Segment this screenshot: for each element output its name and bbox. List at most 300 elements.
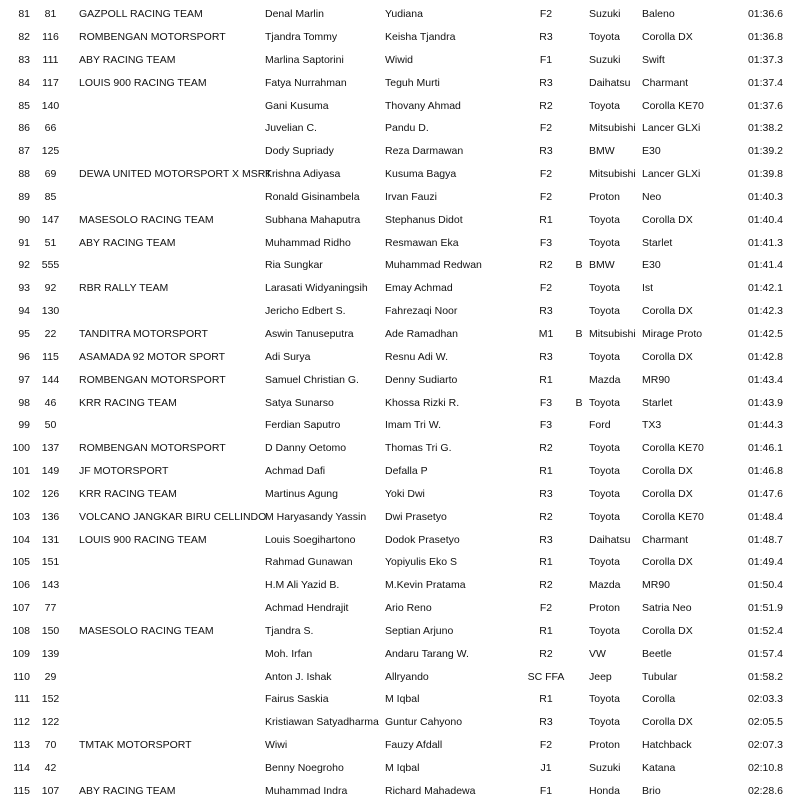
- model-cell: Swift: [642, 53, 665, 66]
- car-number-cell: 130: [41, 305, 60, 318]
- driver-cell: Ferdian Saputro: [265, 419, 341, 432]
- table-row: [0, 254, 789, 277]
- car-number-cell: 51: [44, 236, 57, 249]
- model-cell: Brio: [642, 784, 661, 797]
- brand-cell: Toyota: [589, 305, 620, 318]
- table-row: [0, 506, 789, 529]
- car-number-cell: 66: [44, 122, 57, 135]
- time-cell: 02:28.6: [747, 784, 783, 797]
- brand-cell: Toyota: [589, 31, 620, 44]
- table-row: [0, 460, 789, 483]
- model-cell: Ist: [642, 282, 654, 295]
- flag-cell: [569, 528, 589, 551]
- flag-cell: [569, 140, 589, 163]
- driver-cell: Achmad Hendrajit: [265, 602, 349, 615]
- team-cell: [67, 643, 265, 666]
- table-row: [0, 117, 789, 140]
- table-row: [0, 300, 789, 323]
- brand-cell: Toyota: [589, 510, 620, 523]
- class-cell: F3: [539, 396, 553, 409]
- brand-cell: Toyota: [589, 556, 620, 569]
- position-cell: 114: [13, 762, 30, 775]
- driver-cell: Benny Noegroho: [265, 762, 344, 775]
- car-number-cell: 149: [41, 465, 60, 478]
- class-cell: F2: [539, 190, 553, 203]
- car-number-cell: 77: [44, 602, 57, 615]
- class-cell: F2: [539, 602, 553, 615]
- codriver-cell: Richard Mahadewa: [385, 784, 476, 797]
- codriver-cell: Dodok Prasetyo: [385, 533, 460, 546]
- table-row: [0, 483, 789, 506]
- car-number-cell: 151: [41, 556, 60, 569]
- table-row: [0, 414, 789, 437]
- codriver-cell: Pandu D.: [385, 122, 429, 135]
- codriver-cell: Dwi Prasetyo: [385, 510, 447, 523]
- flag-cell: [569, 597, 589, 620]
- position-cell: 103: [12, 510, 30, 523]
- codriver-cell: Keisha Tjandra: [385, 31, 456, 44]
- codriver-cell: Stephanus Didot: [385, 213, 463, 226]
- brand-cell: Mazda: [589, 579, 621, 592]
- results-table: [0, 3, 789, 803]
- codriver-cell: Septian Arjuno: [385, 624, 454, 637]
- flag-cell: [569, 72, 589, 95]
- codriver-cell: Resnu Adi W.: [385, 350, 449, 363]
- flag-cell: [569, 49, 589, 72]
- table-row: [0, 665, 789, 688]
- time-cell: 01:48.4: [747, 510, 783, 523]
- car-number-cell: 152: [41, 693, 60, 706]
- team-cell: LOUIS 900 RACING TEAM: [79, 533, 207, 546]
- car-number-cell: 46: [44, 396, 57, 409]
- brand-cell: Daihatsu: [589, 76, 631, 89]
- time-cell: 01:40.3: [747, 190, 783, 203]
- team-cell: TANDITRA MOTORSPORT: [79, 327, 208, 340]
- brand-cell: BMW: [589, 145, 615, 158]
- time-cell: 01:39.8: [747, 168, 783, 181]
- codriver-cell: Ade Ramadhan: [385, 327, 458, 340]
- model-cell: E30: [642, 145, 661, 158]
- car-number-cell: 143: [41, 579, 60, 592]
- brand-cell: Jeep: [589, 670, 612, 683]
- codriver-cell: Allryando: [385, 670, 429, 683]
- car-number-cell: 85: [44, 190, 57, 203]
- driver-cell: Adi Surya: [265, 350, 311, 363]
- flag-cell: [569, 643, 589, 666]
- brand-cell: Daihatsu: [589, 533, 631, 546]
- driver-cell: Tjandra S.: [265, 624, 314, 637]
- position-cell: 93: [18, 282, 30, 295]
- team-cell: [67, 597, 265, 620]
- team-cell: LOUIS 900 RACING TEAM: [79, 76, 207, 89]
- codriver-cell: Teguh Murti: [385, 76, 440, 89]
- codriver-cell: Yudiana: [385, 8, 423, 21]
- position-cell: 107: [12, 602, 30, 615]
- position-cell: 110: [13, 670, 30, 683]
- model-cell: Charmant: [642, 533, 689, 546]
- time-cell: 01:42.8: [747, 350, 783, 363]
- time-cell: 01:41.4: [747, 259, 783, 272]
- time-cell: 01:43.9: [747, 396, 783, 409]
- model-cell: Starlet: [642, 396, 673, 409]
- driver-cell: Wiwi: [265, 739, 288, 752]
- flag-cell: [569, 117, 589, 140]
- table-row: [0, 26, 789, 49]
- car-number-cell: 69: [44, 168, 57, 181]
- time-cell: 02:03.3: [747, 693, 783, 706]
- model-cell: E30: [642, 259, 661, 272]
- position-cell: 81: [18, 8, 30, 21]
- flag-cell: B: [575, 327, 583, 340]
- class-cell: R1: [539, 465, 553, 478]
- codriver-cell: Irvan Fauzi: [385, 190, 437, 203]
- class-cell: R2: [539, 259, 553, 272]
- class-cell: M1: [538, 327, 554, 340]
- class-cell: R3: [539, 76, 553, 89]
- team-cell: [67, 186, 265, 209]
- brand-cell: Toyota: [589, 236, 620, 249]
- class-cell: F1: [539, 784, 553, 797]
- brand-cell: Toyota: [589, 442, 620, 455]
- brand-cell: VW: [589, 647, 606, 660]
- flag-cell: [569, 665, 589, 688]
- car-number-cell: 136: [41, 510, 60, 523]
- class-cell: R1: [539, 556, 553, 569]
- position-cell: 89: [18, 190, 30, 203]
- model-cell: TX3: [642, 419, 662, 432]
- team-cell: [67, 254, 265, 277]
- team-cell: ROMBENGAN MOTORSPORT: [79, 442, 226, 455]
- flag-cell: [569, 483, 589, 506]
- codriver-cell: Guntur Cahyono: [385, 716, 463, 729]
- codriver-cell: Imam Tri W.: [385, 419, 441, 432]
- brand-cell: Suzuki: [589, 762, 621, 775]
- table-row: [0, 277, 789, 300]
- class-cell: R1: [539, 693, 553, 706]
- car-number-cell: 122: [41, 716, 60, 729]
- car-number-cell: 70: [44, 739, 57, 752]
- flag-cell: [569, 94, 589, 117]
- class-cell: R3: [539, 350, 553, 363]
- team-cell: GAZPOLL RACING TEAM: [79, 8, 203, 21]
- table-row: [0, 163, 789, 186]
- team-cell: [67, 665, 265, 688]
- time-cell: 01:48.7: [747, 533, 783, 546]
- car-number-cell: 22: [44, 327, 57, 340]
- table-row: [0, 528, 789, 551]
- table-row: [0, 780, 789, 803]
- flag-cell: [569, 711, 589, 734]
- model-cell: Corolla DX: [642, 31, 693, 44]
- driver-cell: Satya Sunarso: [265, 396, 334, 409]
- time-cell: 01:58.2: [747, 670, 783, 683]
- codriver-cell: Fahrezaqi Noor: [385, 305, 458, 318]
- class-cell: F3: [539, 419, 553, 432]
- position-cell: 85: [18, 99, 30, 112]
- team-cell: [67, 688, 265, 711]
- model-cell: Beetle: [642, 647, 672, 660]
- time-cell: 01:37.6: [747, 99, 783, 112]
- codriver-cell: Ario Reno: [385, 602, 432, 615]
- flag-cell: B: [575, 259, 583, 272]
- brand-cell: Proton: [589, 739, 620, 752]
- time-cell: 01:52.4: [747, 624, 783, 637]
- car-number-cell: 116: [42, 31, 59, 44]
- class-cell: R2: [539, 510, 553, 523]
- class-cell: R2: [539, 442, 553, 455]
- team-cell: [67, 117, 265, 140]
- team-cell: ROMBENGAN MOTORSPORT: [79, 373, 226, 386]
- model-cell: Corolla DX: [642, 465, 693, 478]
- team-cell: [67, 140, 265, 163]
- time-cell: 01:38.2: [747, 122, 783, 135]
- driver-cell: Ria Sungkar: [265, 259, 323, 272]
- position-cell: 91: [18, 236, 30, 249]
- class-cell: R3: [539, 487, 553, 500]
- time-cell: 01:49.4: [747, 556, 783, 569]
- model-cell: Satria Neo: [642, 602, 692, 615]
- codriver-cell: Muhammad Redwan: [385, 259, 482, 272]
- team-cell: [67, 300, 265, 323]
- position-cell: 101: [12, 465, 30, 478]
- team-cell: RBR RALLY TEAM: [79, 282, 169, 295]
- model-cell: Corolla DX: [642, 624, 693, 637]
- position-cell: 100: [12, 442, 30, 455]
- model-cell: Neo: [642, 190, 662, 203]
- driver-cell: Anton J. Ishak: [265, 670, 332, 683]
- codriver-cell: Khossa Rizki R.: [385, 396, 460, 409]
- class-cell: F2: [539, 8, 553, 21]
- class-cell: R1: [539, 373, 553, 386]
- team-cell: KRR RACING TEAM: [79, 487, 177, 500]
- time-cell: 01:47.6: [747, 487, 783, 500]
- position-cell: 92: [18, 259, 30, 272]
- model-cell: Katana: [642, 762, 676, 775]
- codriver-cell: Reza Darmawan: [385, 145, 464, 158]
- time-cell: 02:07.3: [747, 739, 783, 752]
- team-cell: [67, 757, 265, 780]
- table-row: [0, 620, 789, 643]
- class-cell: F3: [539, 236, 553, 249]
- time-cell: 01:46.1: [747, 442, 783, 455]
- table-row: [0, 49, 789, 72]
- brand-cell: Proton: [589, 190, 620, 203]
- flag-cell: [569, 574, 589, 597]
- class-cell: R2: [539, 647, 553, 660]
- model-cell: Tubular: [642, 670, 678, 683]
- driver-cell: Moh. Irfan: [265, 647, 313, 660]
- brand-cell: BMW: [589, 259, 615, 272]
- model-cell: Hatchback: [642, 739, 692, 752]
- table-row: [0, 597, 789, 620]
- codriver-cell: Kusuma Bagya: [385, 168, 457, 181]
- table-row: [0, 231, 789, 254]
- driver-cell: D Danny Oetomo: [265, 442, 347, 455]
- team-cell: KRR RACING TEAM: [79, 396, 177, 409]
- class-cell: R3: [539, 533, 553, 546]
- position-cell: 115: [13, 784, 30, 797]
- position-cell: 109: [12, 647, 30, 660]
- flag-cell: [569, 3, 589, 26]
- team-cell: DEWA UNITED MOTORSPORT X MSRT: [79, 168, 272, 181]
- class-cell: J1: [540, 762, 552, 775]
- brand-cell: Mitsubishi: [589, 122, 636, 135]
- position-cell: 95: [18, 327, 30, 340]
- table-row: [0, 574, 789, 597]
- car-number-cell: 147: [41, 213, 60, 226]
- codriver-cell: Denny Sudiarto: [385, 373, 458, 386]
- model-cell: Baleno: [642, 8, 675, 21]
- team-cell: ASAMADA 92 MOTOR SPORT: [79, 350, 226, 363]
- table-row: [0, 140, 789, 163]
- car-number-cell: 555: [41, 259, 60, 272]
- driver-cell: Aswin Tanuseputra: [265, 327, 354, 340]
- driver-cell: Ronald Gisinambela: [265, 190, 360, 203]
- car-number-cell: 131: [41, 533, 60, 546]
- driver-cell: Dody Supriady: [265, 145, 334, 158]
- class-cell: R1: [539, 213, 553, 226]
- codriver-cell: Andaru Tarang W.: [385, 647, 469, 660]
- car-number-cell: 107: [41, 784, 60, 797]
- class-cell: R3: [539, 145, 553, 158]
- class-cell: R3: [539, 716, 553, 729]
- team-cell: MASESOLO RACING TEAM: [79, 624, 214, 637]
- codriver-cell: Yopiyulis Eko S: [385, 556, 457, 569]
- brand-cell: Toyota: [589, 213, 620, 226]
- model-cell: Corolla DX: [642, 350, 693, 363]
- class-cell: R2: [539, 579, 553, 592]
- position-cell: 97: [18, 373, 30, 386]
- table-row: [0, 551, 789, 574]
- table-row: [0, 72, 789, 95]
- codriver-cell: Defalla P: [385, 465, 428, 478]
- brand-cell: Toyota: [589, 693, 620, 706]
- brand-cell: Mazda: [589, 373, 621, 386]
- codriver-cell: Thovany Ahmad: [385, 99, 461, 112]
- position-cell: 104: [12, 533, 30, 546]
- position-cell: 87: [18, 145, 30, 158]
- model-cell: Corolla DX: [642, 556, 693, 569]
- brand-cell: Proton: [589, 602, 620, 615]
- codriver-cell: M.Kevin Pratama: [385, 579, 466, 592]
- driver-cell: Krishna Adiyasa: [265, 168, 341, 181]
- model-cell: Corolla DX: [642, 487, 693, 500]
- flag-cell: [569, 757, 589, 780]
- car-number-cell: 140: [41, 99, 60, 112]
- model-cell: Corolla KE70: [642, 442, 704, 455]
- driver-cell: Gani Kusuma: [265, 99, 329, 112]
- codriver-cell: M Iqbal: [385, 693, 420, 706]
- driver-cell: Martinus Agung: [265, 487, 338, 500]
- time-cell: 01:44.3: [747, 419, 783, 432]
- driver-cell: Muhammad Indra: [265, 784, 348, 797]
- codriver-cell: M Iqbal: [385, 762, 420, 775]
- time-cell: 01:42.5: [747, 327, 783, 340]
- brand-cell: Toyota: [589, 716, 620, 729]
- class-cell: R3: [539, 305, 553, 318]
- table-row: [0, 94, 789, 117]
- time-cell: 01:40.4: [747, 213, 783, 226]
- driver-cell: Denal Marlin: [265, 8, 324, 21]
- time-cell: 01:37.3: [747, 53, 783, 66]
- driver-cell: Louis Soegihartono: [265, 533, 356, 546]
- brand-cell: Toyota: [589, 465, 620, 478]
- model-cell: Mirage Proto: [642, 327, 703, 340]
- model-cell: Starlet: [642, 236, 673, 249]
- model-cell: Lancer GLXi: [642, 122, 701, 135]
- driver-cell: Fairus Saskia: [265, 693, 329, 706]
- team-cell: [67, 414, 265, 437]
- time-cell: 01:50.4: [747, 579, 783, 592]
- brand-cell: Toyota: [589, 624, 620, 637]
- brand-cell: Toyota: [589, 282, 620, 295]
- flag-cell: [569, 437, 589, 460]
- table-row: [0, 391, 789, 414]
- flag-cell: [569, 231, 589, 254]
- driver-cell: Achmad Dafi: [265, 465, 326, 478]
- model-cell: Corolla: [642, 693, 676, 706]
- flag-cell: B: [575, 396, 583, 409]
- car-number-cell: 137: [41, 442, 60, 455]
- time-cell: 02:10.8: [747, 762, 783, 775]
- model-cell: Corolla KE70: [642, 510, 704, 523]
- model-cell: MR90: [642, 373, 671, 386]
- driver-cell: Jericho Edbert S.: [265, 305, 346, 318]
- flag-cell: [569, 26, 589, 49]
- position-cell: 106: [12, 579, 30, 592]
- brand-cell: Toyota: [589, 487, 620, 500]
- table-row: [0, 437, 789, 460]
- flag-cell: [569, 369, 589, 392]
- flag-cell: [569, 209, 589, 232]
- flag-cell: [569, 506, 589, 529]
- flag-cell: [569, 277, 589, 300]
- brand-cell: Toyota: [589, 396, 620, 409]
- car-number-cell: 144: [41, 373, 60, 386]
- position-cell: 98: [18, 396, 30, 409]
- table-row: [0, 711, 789, 734]
- codriver-cell: Resmawan Eka: [385, 236, 459, 249]
- table-row: [0, 346, 789, 369]
- team-cell: ROMBENGAN MOTORSPORT: [79, 31, 226, 44]
- model-cell: Corolla DX: [642, 305, 693, 318]
- car-number-cell: 139: [41, 647, 60, 660]
- class-cell: F1: [539, 53, 553, 66]
- position-cell: 88: [18, 168, 30, 181]
- flag-cell: [569, 551, 589, 574]
- position-cell: 113: [13, 739, 30, 752]
- table-row: [0, 186, 789, 209]
- position-cell: 86: [18, 122, 30, 135]
- car-number-cell: 117: [42, 76, 59, 89]
- time-cell: 02:05.5: [747, 716, 783, 729]
- flag-cell: [569, 780, 589, 803]
- team-cell: MASESOLO RACING TEAM: [79, 213, 214, 226]
- time-cell: 01:41.3: [747, 236, 783, 249]
- class-cell: R3: [539, 31, 553, 44]
- time-cell: 01:36.8: [747, 31, 783, 44]
- class-cell: R1: [539, 624, 553, 637]
- flag-cell: [569, 688, 589, 711]
- position-cell: 102: [12, 487, 30, 500]
- model-cell: MR90: [642, 579, 671, 592]
- position-cell: 105: [12, 556, 30, 569]
- driver-cell: Marlina Saptorini: [265, 53, 344, 66]
- time-cell: 01:57.4: [747, 647, 783, 660]
- flag-cell: [569, 346, 589, 369]
- codriver-cell: Thomas Tri G.: [385, 442, 452, 455]
- driver-cell: Tjandra Tommy: [265, 31, 338, 44]
